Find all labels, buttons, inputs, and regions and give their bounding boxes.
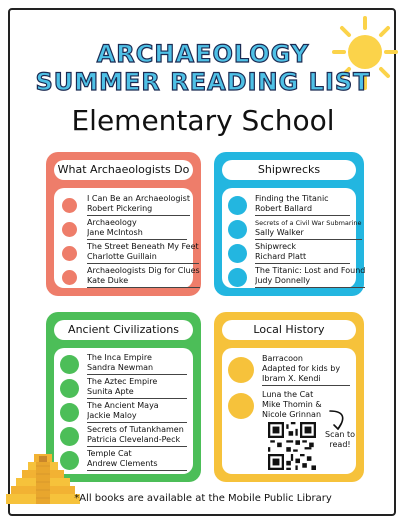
list-item <box>60 377 187 399</box>
list-item <box>228 218 362 240</box>
book-author: Robert Pickering <box>87 204 153 213</box>
list-item <box>60 353 187 375</box>
book-author: Sandra Newman <box>87 363 154 372</box>
list-item <box>228 242 350 264</box>
book-title: Luna the Cat <box>262 390 314 399</box>
book-title: Archaeologists Dig for Clues <box>87 266 200 275</box>
checkbox[interactable] <box>60 427 79 446</box>
book-author: Patricia Cleveland-Peck <box>87 435 181 444</box>
checkbox[interactable] <box>228 196 247 215</box>
book-title: Shipwreck <box>255 242 297 251</box>
list-item <box>60 194 190 216</box>
book-title: Temple Cat <box>87 449 132 458</box>
book-author: Robert Ballard <box>255 204 313 213</box>
scan-text-line-2: read! <box>329 440 351 449</box>
list-item <box>60 401 187 423</box>
pyramid-icon <box>6 452 80 516</box>
list-item <box>228 354 350 386</box>
checkbox[interactable] <box>60 379 79 398</box>
scan-caption <box>322 430 358 450</box>
footer-note: *All books are available at the Mobile Public Library <box>74 493 332 504</box>
checkbox[interactable] <box>228 268 247 287</box>
book-author: Sally Walker <box>255 228 304 237</box>
checkbox[interactable] <box>228 393 254 419</box>
checkbox[interactable] <box>228 244 247 263</box>
section-body <box>54 188 200 288</box>
title-line-2: SUMMER READING LIST <box>35 68 371 96</box>
book-title: The Street Beneath My Feet <box>87 242 199 251</box>
book-author: Jane McIntosh <box>87 228 143 237</box>
book-author: Richard Platt <box>255 252 307 261</box>
book-title: I Can Be an Archaeologist <box>87 194 190 203</box>
list-item <box>228 194 350 216</box>
book-title: Secrets of Tutankhamen <box>87 425 184 434</box>
checkbox[interactable] <box>228 220 247 239</box>
curved-arrow-icon <box>326 408 350 432</box>
book-author: Nicole Grinnan <box>262 410 322 419</box>
book-author: Charlotte Guillain <box>87 252 157 261</box>
book-author: Jackie Maloy <box>87 411 137 420</box>
checkbox[interactable] <box>60 196 79 215</box>
checkbox[interactable] <box>60 355 79 374</box>
section-title: Shipwrecks <box>222 160 356 180</box>
book-author: Mike Thomin & <box>262 400 322 409</box>
title-line-1: ARCHAEOLOGY <box>96 40 310 68</box>
list-item <box>60 242 199 264</box>
section-shipwrecks <box>214 152 364 296</box>
book-title: The Aztec Empire <box>87 377 158 386</box>
section-body <box>222 188 366 288</box>
subtitle: Elementary School <box>71 104 335 137</box>
list-item <box>228 266 366 288</box>
book-title: Archaeology <box>87 218 137 227</box>
list-item <box>60 425 187 447</box>
scan-text-line-1: Scan to <box>324 430 356 439</box>
book-author: Ibram X. Kendi <box>262 374 321 383</box>
list-item <box>60 218 187 240</box>
qr-code-icon[interactable] <box>268 422 316 470</box>
checkbox[interactable] <box>60 244 79 263</box>
book-title: The Inca Empire <box>87 353 152 362</box>
section-title: What Archaeologists Do <box>54 160 193 180</box>
checkbox[interactable] <box>60 403 79 422</box>
section-local-history <box>214 312 364 482</box>
book-title: The Ancient Maya <box>87 401 159 410</box>
book-author: Andrew Clements <box>87 459 158 468</box>
book-title: Secrets of a Civil War Submarine <box>255 219 362 227</box>
checkbox[interactable] <box>228 357 254 383</box>
book-title: Barracoon <box>262 354 303 363</box>
list-item <box>60 266 200 288</box>
book-author: Kate Duke <box>87 276 129 285</box>
book-title: The Titanic: Lost and Found <box>255 266 366 275</box>
book-author: Adapted for kids by <box>262 364 341 373</box>
checkbox[interactable] <box>60 268 79 287</box>
checkbox[interactable] <box>60 220 79 239</box>
section-body <box>222 348 356 474</box>
section-title: Ancient Civilizations <box>54 320 193 340</box>
book-title: Finding the Titanic <box>255 194 329 203</box>
section-what-archaeologists-do <box>46 152 201 296</box>
book-author: Sunita Apte <box>87 387 134 396</box>
book-author: Judy Donnelly <box>255 276 311 285</box>
section-title: Local History <box>222 320 356 340</box>
